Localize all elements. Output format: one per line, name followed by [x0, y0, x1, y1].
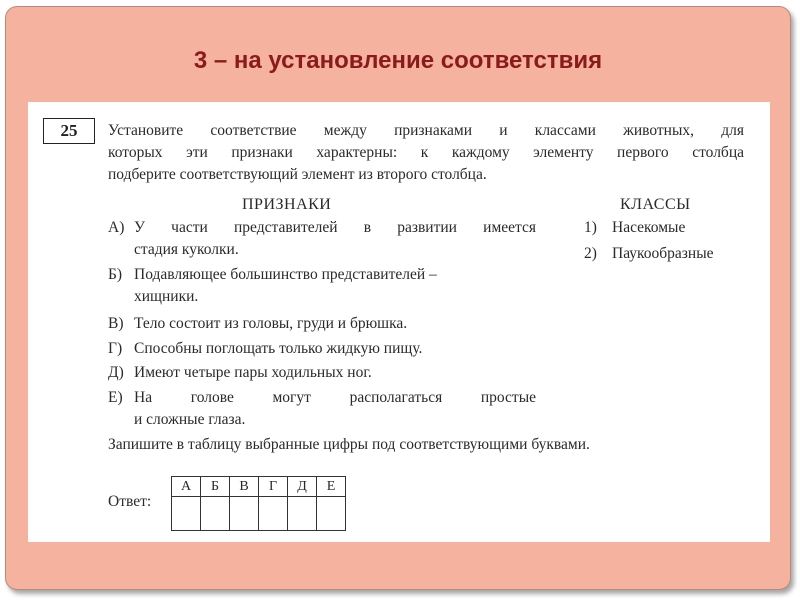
intro-line: подберите соответствующий элемент из второго столбца. [108, 166, 487, 183]
feature-label: А) [108, 219, 125, 236]
class-label: 1) [584, 219, 597, 236]
class-1 [584, 217, 764, 239]
class-text: Насекомые [612, 219, 686, 236]
answer-cell[interactable] [172, 497, 201, 531]
answer-column-header: Е [317, 477, 346, 497]
feature-text: стадия куколки. [134, 241, 239, 258]
answer-column-header: А [172, 477, 201, 497]
feature-text: Способны поглощать только жидкую пищу. [134, 340, 423, 357]
feature-label: Г) [108, 340, 123, 357]
class-label: 2) [584, 245, 597, 262]
task-intro [108, 120, 744, 186]
feature-text: У части представителей в развитии имеется [134, 219, 536, 236]
answer-label: Ответ: [108, 493, 152, 510]
answer-column-header: В [230, 477, 259, 497]
feature-text: Имеют четыре пары ходильных ног. [134, 364, 372, 381]
feature-text: Подавляющее большинство представителей – [134, 266, 437, 283]
answer-cell[interactable] [288, 497, 317, 531]
feature-v [108, 313, 536, 335]
answer-column-header: Д [288, 477, 317, 497]
features-header: ПРИЗНАКИ [242, 196, 332, 213]
instruction: Запишите в таблицу выбранные цифры под соответствующими буквами. [108, 436, 590, 453]
feature-label: В) [108, 315, 124, 332]
feature-b [108, 264, 536, 308]
answer-column-header: Г [259, 477, 288, 497]
feature-g [108, 338, 536, 360]
feature-e [108, 387, 536, 431]
feature-label: Д) [108, 364, 124, 381]
class-text: Паукообразные [612, 245, 714, 262]
feature-text: хищники. [134, 288, 199, 305]
feature-text: Тело состоит из головы, груди и брюшка. [134, 315, 408, 332]
class-2 [584, 243, 764, 265]
answer-cell[interactable] [317, 497, 346, 531]
feature-a [108, 217, 536, 261]
slide-title: 3 – на установление соответствия [193, 47, 603, 74]
task-number: 25 [43, 118, 95, 144]
feature-label: Е) [108, 389, 123, 406]
answer-cell[interactable] [259, 497, 288, 531]
feature-label: Б) [108, 266, 123, 283]
feature-text: На голове могут располагаться простые [134, 389, 536, 406]
task-document [28, 102, 770, 542]
answer-column-header: Б [201, 477, 230, 497]
answer-cell[interactable] [230, 497, 259, 531]
classes-header: КЛАССЫ [620, 196, 691, 213]
feature-d [108, 362, 536, 384]
answer-cell[interactable] [201, 497, 230, 531]
intro-line: которых эти признаки характерны: к каждому элементу первого столбца [108, 144, 744, 161]
slide [5, 6, 791, 590]
answer-table [171, 476, 346, 531]
feature-text: и сложные глаза. [134, 411, 246, 428]
intro-line: Установите соответствие между признаками и классами животных, для [108, 122, 744, 139]
